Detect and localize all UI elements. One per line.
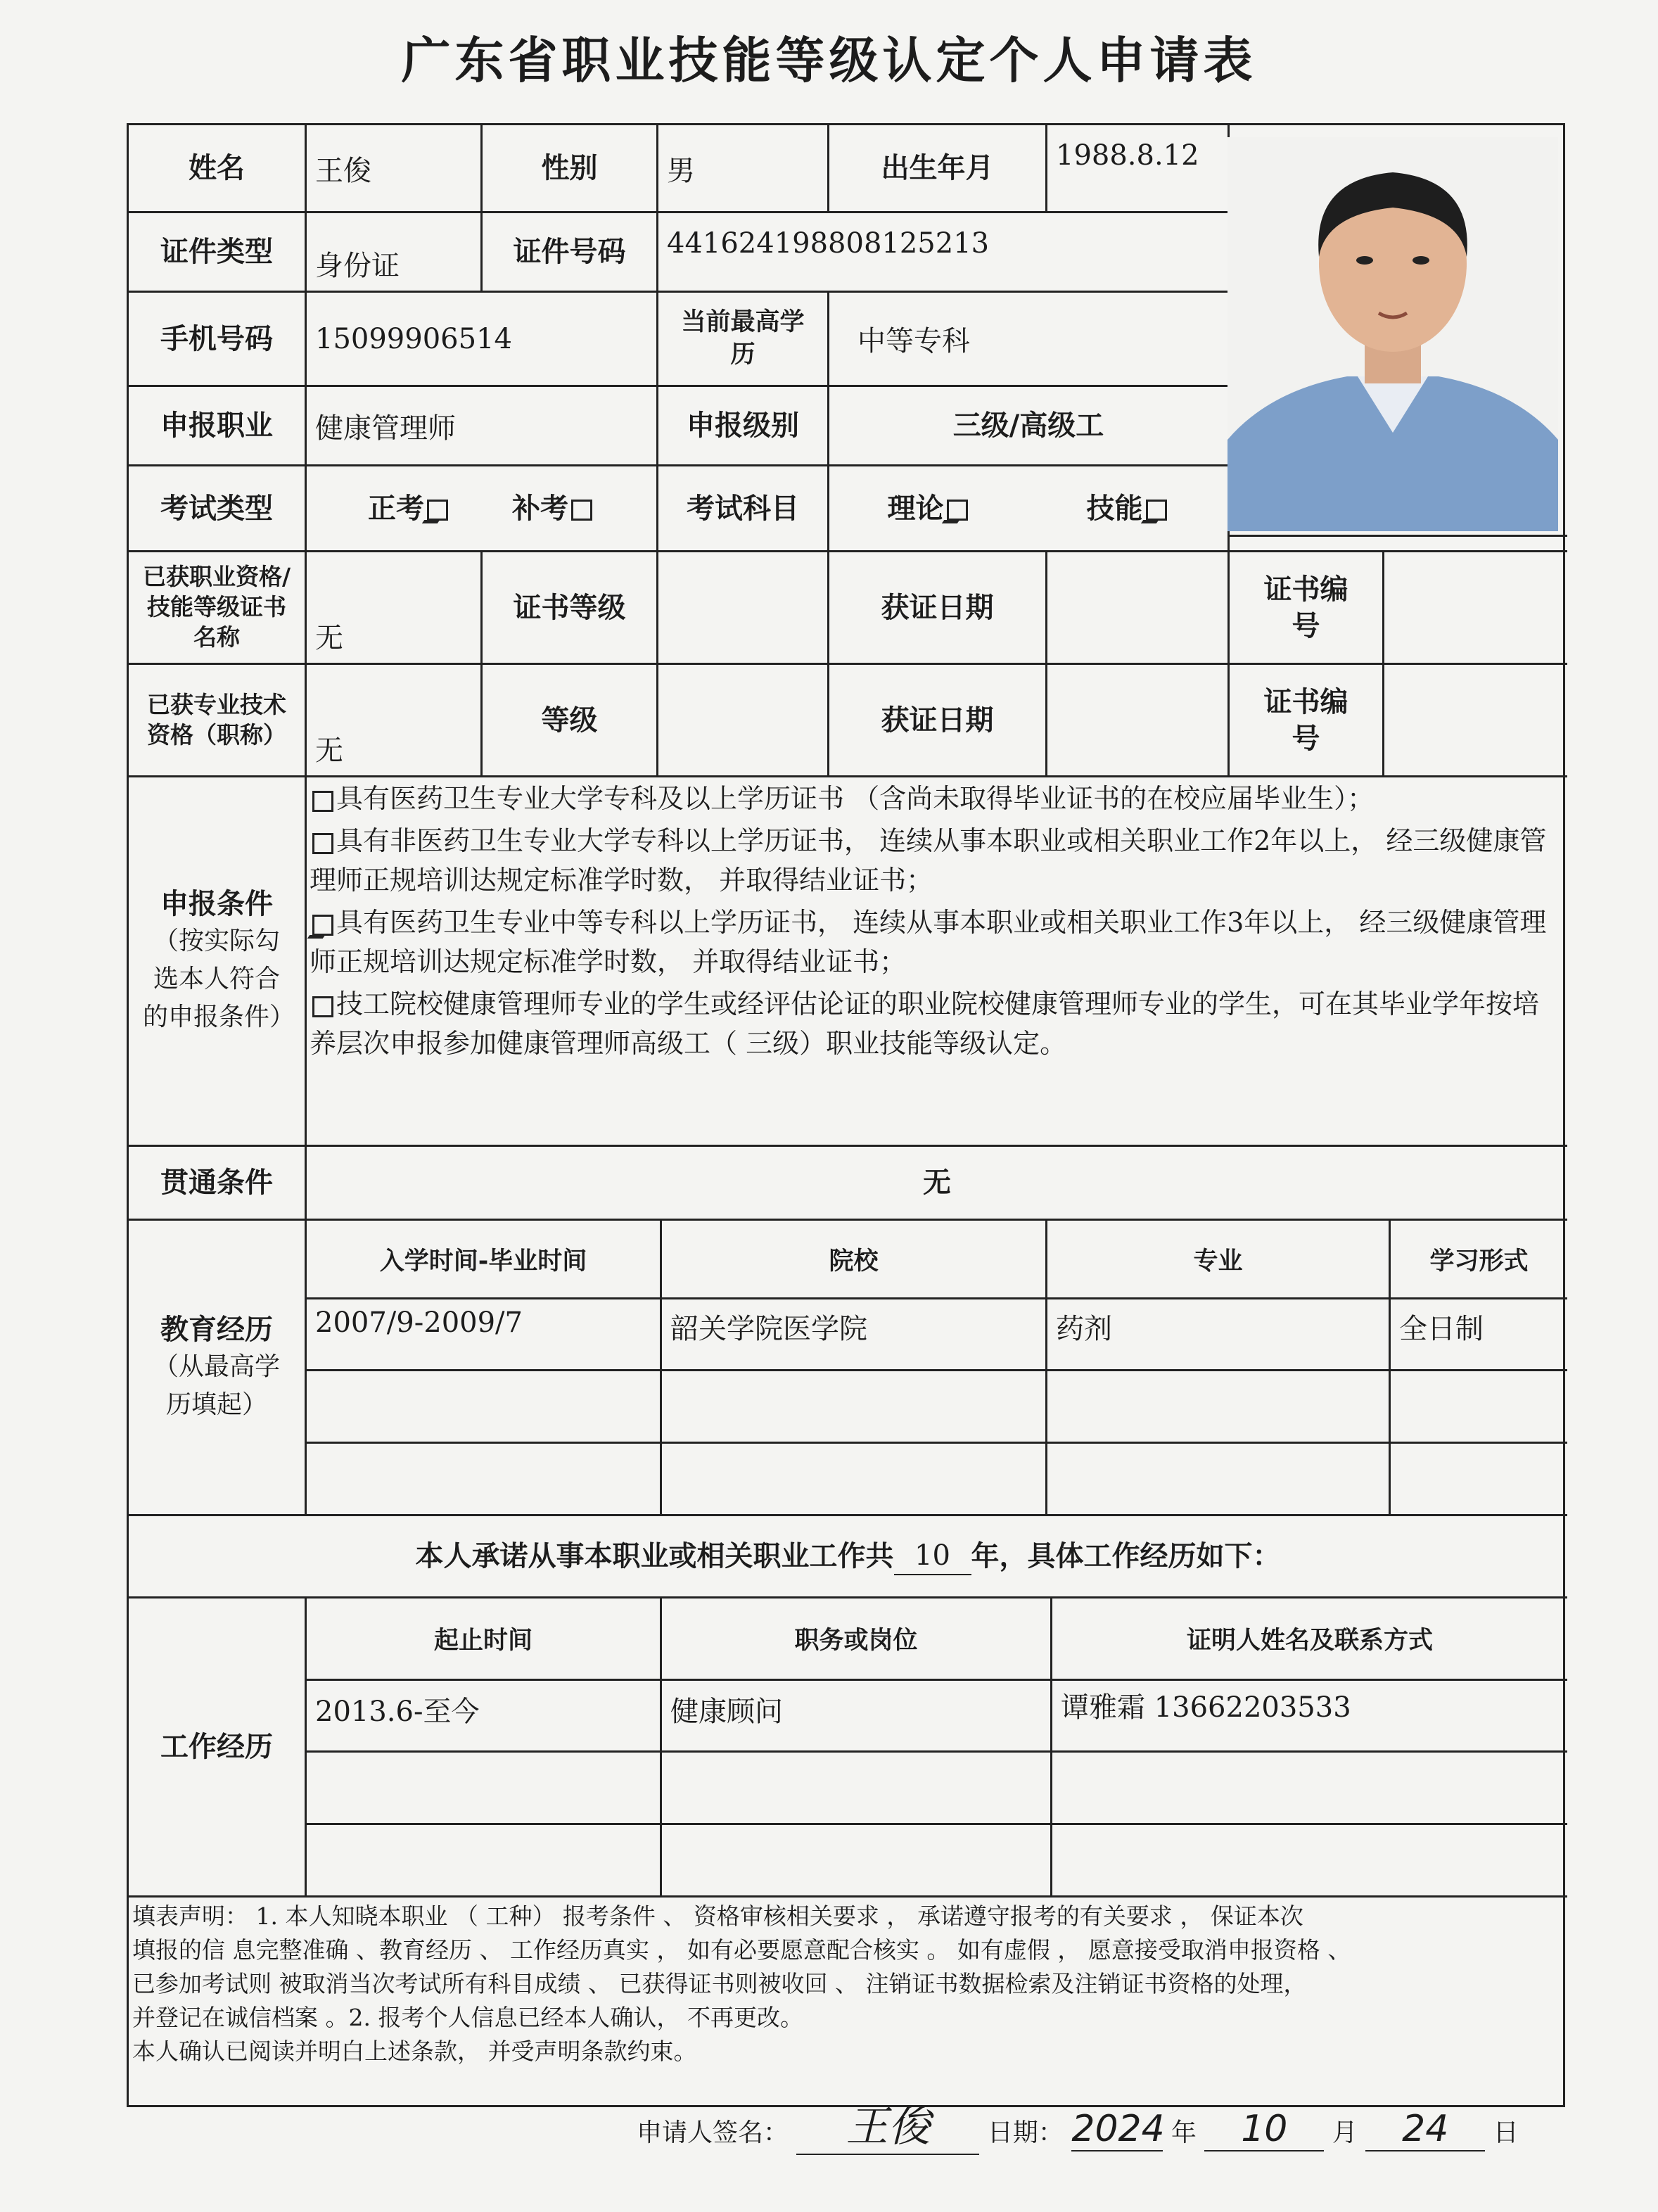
condition-item[interactable] [310,779,1548,818]
work-header-period: 起止时间 [307,1598,662,1681]
exam-normal-label: 正考 [368,492,424,525]
edu-label: 当前最高学历 [658,293,829,387]
voc-cert-level-label: 证书等级 [483,552,658,665]
exam-makeup-checkbox[interactable] [571,500,592,521]
level-label: 申报级别 [658,387,829,466]
work-label: 工作经历 [129,1598,307,1898]
work-empty-cell [662,1825,1052,1898]
work-empty-cell [307,1825,662,1898]
voc-cert-level-value [658,552,829,665]
edu-empty-cell [1391,1371,1567,1444]
subject-theory-option[interactable] [888,490,971,527]
phone-value: 15099906514 [307,293,658,387]
signature-year: 2024 [1071,2108,1165,2150]
exam-normal-option[interactable] [368,490,451,527]
subject-skill-option[interactable] [1087,490,1170,527]
work-header-position: 职务或岗位 [662,1598,1052,1681]
condition-text: 具有医药卫生专业大学专科及以上学历证书 （含尚未取得毕业证书的在校应届毕业生）； [336,783,1375,814]
commitment-years: 10 [894,1537,971,1575]
tech-cert-no-label: 证书编号 [1230,665,1384,777]
declaration-line: 填表声明： 1. 本人知晓本职业 （ 工种） 报考条件 、 资格审核相关要求 ， 承诺遵守报考的有关要求 ， 保证本次 [132,1902,1303,1930]
condition-checkbox[interactable] [312,833,333,854]
tech-date-label: 获证日期 [829,665,1047,777]
commitment-suffix: 年，具体工作经历如下： [971,1540,1281,1572]
tech-level-value [658,665,829,777]
voc-cert-date-value [1047,552,1230,665]
gender-value: 男 [658,125,829,213]
voc-cert-value: 无 [307,552,483,665]
subject-theory-label: 理论 [887,492,944,525]
name-value: 王俊 [307,125,483,213]
conditions-list [310,779,1548,1066]
condition-text: 技工院校健康管理师专业的学生或经评估论证的职业院校健康管理师专业的学生，可在其毕业学年按培养层次申报参加健康管理师高级工（ 三级）职业技能等级认定。 [310,989,1540,1059]
subject-skill-checkbox[interactable] [1146,500,1167,521]
through-value: 无 [307,1147,1567,1221]
tech-title-label: 已获专业技术资格（职称） [129,665,307,777]
work-empty-cell [307,1753,662,1825]
condition-item[interactable] [310,821,1548,900]
condition-item[interactable] [310,903,1548,981]
work-empty-cell [662,1753,1052,1825]
level-value: 三级/高级工 [829,387,1230,466]
edu-row-period: 2007/9-2009/7 [307,1299,662,1371]
edu-header-mode: 学习形式 [1391,1221,1567,1299]
exam-subject-options [829,466,1230,552]
edu-value: 中等专科 [829,293,1230,387]
declaration-line: 本人确认已阅读并明白上述条款， 并受声明条款约束。 [132,2038,697,2065]
education-label-cell [129,1221,307,1516]
edu-row-school: 韶关学院医学院 [662,1299,1047,1371]
tech-date-value [1047,665,1230,777]
declaration-line: 填报的信 息完整准确 、教育经历 、 工作经历真实 ， 如有必要愿意配合核实 。 如有虚假 ， 愿意接受取消申报资格 、 [132,1936,1351,1964]
edu-empty-cell [662,1371,1047,1444]
voc-cert-date-label: 获证日期 [829,552,1047,665]
edu-empty-cell [1047,1371,1391,1444]
subject-skill-label: 技能 [1086,492,1143,525]
through-label: 贯通条件 [129,1147,307,1221]
tech-title-value: 无 [307,665,483,777]
work-empty-cell [1052,1753,1567,1825]
exam-normal-checkbox[interactable] [427,500,448,521]
education-label: 教育经历 [160,1313,273,1346]
signature-row [637,2093,1519,2155]
exam-subject-label: 考试科目 [658,466,829,552]
education-note: （从最高学历填起） [153,1352,280,1419]
exam-makeup-label: 补考 [512,492,568,525]
conditions-label: 申报条件 [160,888,273,920]
edu-empty-cell [307,1371,662,1444]
edu-empty-cell [307,1444,662,1516]
commitment-prefix: 本人承诺从事本职业或相关职业工作共 [415,1540,894,1572]
work-row-period: 2013.6-至今 [307,1681,662,1753]
condition-checkbox[interactable] [312,996,333,1017]
work-commitment [129,1516,1567,1598]
conditions-label-cell [129,777,307,1147]
voc-cert-no-value [1384,552,1567,665]
edu-empty-cell [662,1444,1047,1516]
applicant-photo [1227,137,1558,531]
work-header-reference: 证明人姓名及联系方式 [1052,1598,1567,1681]
exam-type-options [307,466,658,552]
edu-row-major: 药剂 [1047,1299,1391,1371]
condition-checkbox[interactable] [312,791,333,812]
day-unit: 日 [1493,2118,1519,2147]
signature-month: 10 [1204,2108,1324,2151]
edu-header-school: 院校 [662,1221,1047,1299]
tech-cert-no-value [1384,665,1567,777]
voc-cert-label: 已获职业资格/技能等级证书名称 [129,552,307,665]
month-unit: 月 [1332,2118,1358,2147]
portrait-image [1227,137,1558,531]
exam-type-label: 考试类型 [129,466,307,552]
date-label: 日期： [987,2118,1064,2147]
job-label: 申报职业 [129,387,307,466]
edu-empty-cell [1391,1444,1567,1516]
phone-label: 手机号码 [129,293,307,387]
declaration-line: 已参加考试则 被取消当次考试所有科目成绩 、 已获得证书则被收回 、 注销证书数据检索及注销证书资格的处理， [132,1970,1307,1997]
exam-makeup-option[interactable] [512,490,595,527]
edu-empty-cell [1047,1444,1391,1516]
work-row-position: 健康顾问 [662,1681,1052,1753]
name-label: 姓名 [129,125,307,213]
conditions-note: （按实际勾选本人符合的申报条件） [143,927,295,1031]
edu-row-mode: 全日制 [1391,1299,1567,1371]
id-type-label: 证件类型 [129,213,307,293]
edu-header-major: 专业 [1047,1221,1391,1299]
signature-day: 24 [1365,2108,1485,2151]
id-no-label: 证件号码 [483,213,658,293]
tech-level-label: 等级 [483,665,658,777]
declaration [132,1900,1560,2068]
declaration-line: 并登记在诚信档案 。2. 报考个人信息已经本人确认， 不再更改。 [132,2004,803,2031]
edu-header-period: 入学时间-毕业时间 [307,1221,662,1299]
condition-item[interactable] [310,984,1548,1063]
condition-text: 具有医药卫生专业中等专科以上学历证书， 连续从事本职业或相关职业工作3年以上， 经三级健康管理师正规培训达规定标准学时数， 并取得结业证书； [310,907,1547,977]
id-no-value: 441624198808125213 [658,213,1230,293]
condition-text: 具有非医药卫生专业大学专科以上学历证书， 连续从事本职业或相关职业工作2年以上， 经三级健康管理师正规培训达规定标准学时数， 并取得结业证书； [310,825,1547,896]
year-unit: 年 [1171,2118,1197,2147]
birth-value: 1988.8.12 [1047,125,1230,213]
work-empty-cell [1052,1825,1567,1898]
voc-cert-no-label: 证书编号 [1230,552,1384,665]
id-type-value: 身份证 [307,213,483,293]
job-value: 健康管理师 [307,387,658,466]
birth-label: 出生年月 [829,125,1047,213]
work-row-reference: 谭雅霜 13662203533 [1052,1681,1567,1753]
signature-name: 王俊 [796,2093,979,2155]
signature-label: 申请人签名： [637,2118,789,2147]
gender-label: 性别 [483,125,658,213]
photo-spacer [1230,537,1567,552]
condition-checkbox[interactable] [312,915,333,936]
subject-theory-checkbox[interactable] [947,500,968,521]
form-title: 广东省职业技能等级认定个人申请表 [401,32,1257,89]
